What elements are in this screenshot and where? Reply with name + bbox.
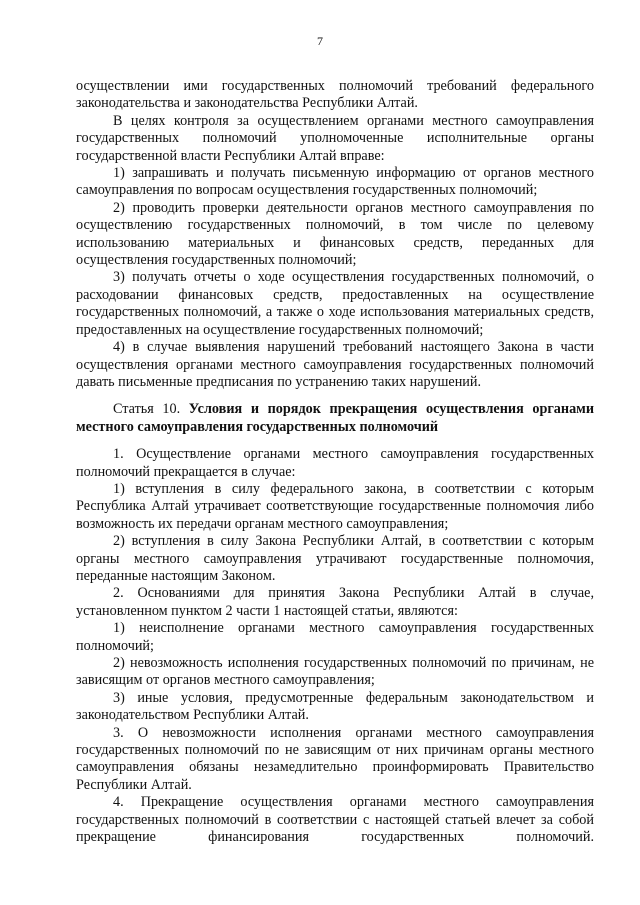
paragraph: 3. О невозможности исполнения органами местного самоуправления государственных полномочий по не зависящим от них причинам органы местного самоуправления обязаны незамедлительно проинформировать Правительство Республики Алтай.: [76, 724, 594, 793]
list-item: 1) неисполнение органами местного самоуправления государственных полномочий;: [76, 620, 594, 654]
list-item: 4) в случае выявления нарушений требований настоящего Закона в части осуществления органами местного самоуправления государственных полномочий давать письменные предписания по устранению таких нарушений.: [76, 339, 594, 390]
paragraph: В целях контроля за осуществлением органами местного самоуправления государственных полномочий уполномоченные исполнительные органы государственной власти Республики Алтай вправе:: [76, 112, 594, 164]
list-item: 3) иные условия, предусмотренные федеральным законодательством и законодательством Республики Алтай.: [76, 689, 594, 724]
list-item: 1) запрашивать и получать письменную информацию от органов местного самоуправления по вопросам осуществления государственных полномочий;: [76, 165, 594, 199]
page-number: 7: [317, 34, 323, 48]
article-heading: [76, 401, 594, 436]
paragraph: осуществлении ими государственных полномочий требований федерального законодательства и законодательства Республики Алтай.: [76, 78, 594, 112]
paragraph: 4. Прекращение осуществления органами местного самоуправления государственных полномочий в соответствии с настоящей статьей влечет за собой прекращение финансирования государственных полномочий.: [76, 794, 594, 846]
list-item: 2) проводить проверки деятельности органов местного самоуправления по осуществлению государственных полномочий, в том числе по целевому использованию материальных и финансовых средств, переданных для осуществления государственных полномочий;: [76, 199, 594, 269]
paragraph: 2. Основаниями для принятия Закона Республики Алтай в случае, установленном пунктом 2 части 1 настоящей статьи, являются:: [76, 585, 594, 619]
list-item: 1) вступления в силу федерального закона, в соответствии с которым Республика Алтай утрачивает соответствующие государственные полномочия либо возможность их передачи органам местного самоуправления;: [76, 480, 594, 532]
list-item: 3) получать отчеты о ходе осуществления государственных полномочий, о расходовании финансовых средств, предоставленных на осуществление государственных полномочий, а также о ходе использования материальных средств, предоставленных на осуществление государственных полномочий;: [76, 269, 594, 338]
document-body: [76, 78, 594, 846]
list-item: 2) вступления в силу Закона Республики Алтай, в соответствии с которым органы местного самоуправления утрачивают государственные полномочия, переданные настоящим Законом.: [76, 533, 594, 584]
article-label: Статья 10.: [113, 401, 181, 418]
list-item: 2) невозможность исполнения государственных полномочий по причинам, не зависящим от органов местного самоуправления;: [76, 655, 594, 689]
article-title: Условия и порядок прекращения осуществления органами местного самоуправления государственных полномочий: [76, 401, 595, 435]
paragraph: 1. Осуществление органами местного самоуправления государственных полномочий прекращается в случае:: [76, 446, 594, 480]
